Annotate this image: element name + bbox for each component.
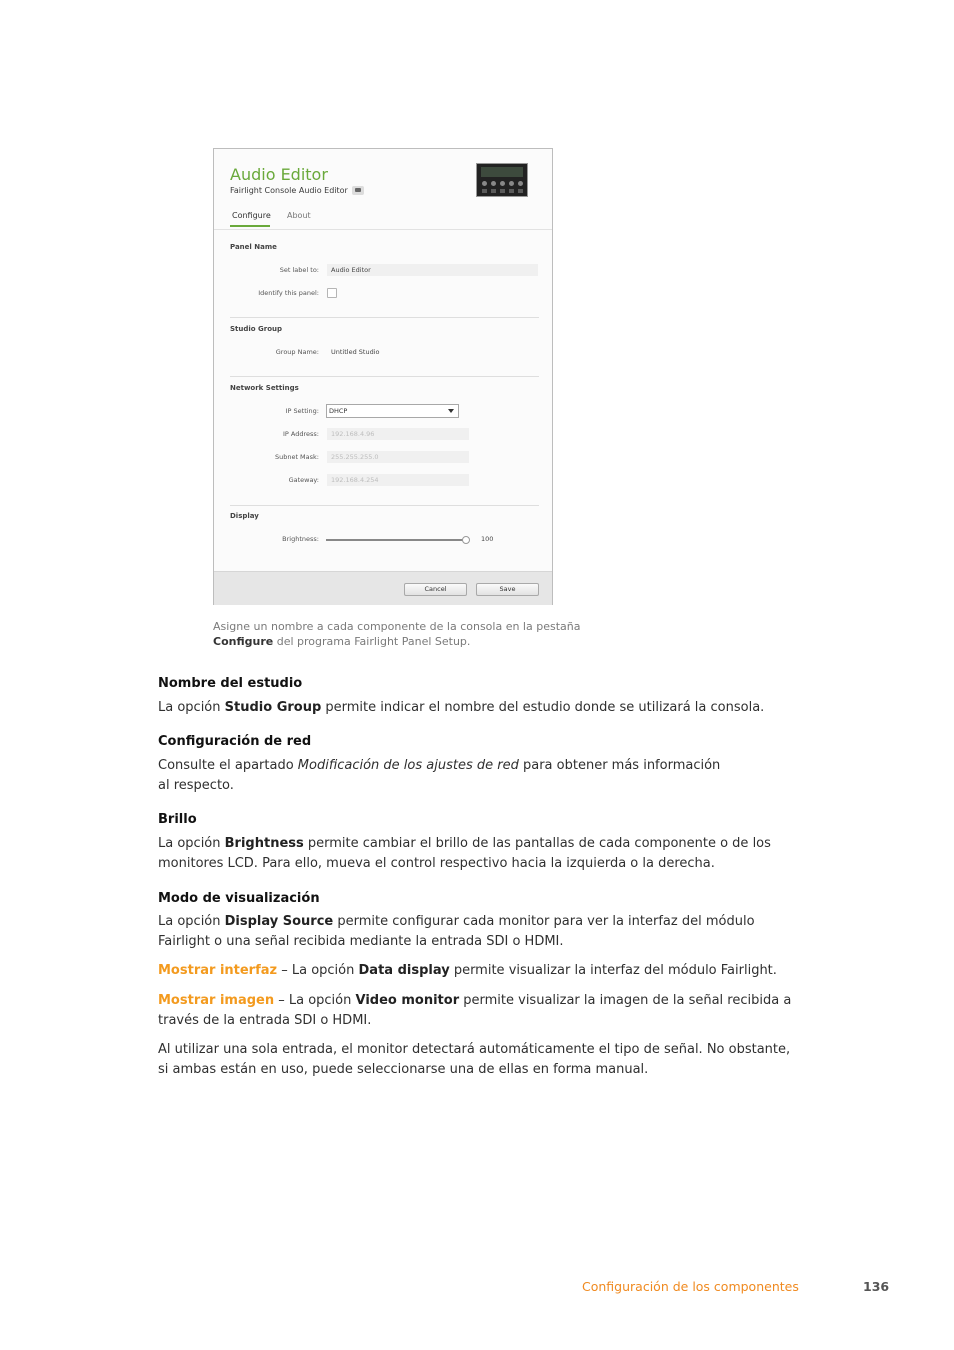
paragraph-brightness: La opción Brightness permite cambiar el brillo de las pantallas de cada componente o de los monitores LCD. Para ello, mueva el control respectivo hacia la izquierda o la derecha. (158, 836, 771, 871)
paragraph-show-interface: Mostrar interfaz – La opción Data display permite visualizar la interfaz del módulo Fairlight. (158, 963, 777, 978)
brightness-label: Brightness: (282, 535, 319, 543)
app-subtitle: Fairlight Console Audio Editor (230, 186, 348, 195)
heading-brightness: Brillo (158, 812, 197, 827)
header-divider (214, 229, 552, 230)
ip-address-input[interactable]: 192.168.4.96 (327, 428, 469, 440)
chevron-down-icon[interactable] (448, 409, 454, 413)
caption-line-1: Asigne un nombre a cada componente de la consola en la pestaña (213, 620, 581, 633)
figure-caption (213, 619, 633, 649)
network-settings-heading: Network Settings (230, 384, 299, 392)
paragraph-display-mode: La opción Display Source permite configurar cada monitor para ver la interfaz del módulo Fairlight o una señal recibida mediante la entrada SDI o HDMI. (158, 914, 755, 949)
ip-setting-label: IP Setting: (285, 407, 319, 415)
heading-network: Configuración de red (158, 734, 312, 749)
save-button[interactable]: Save (476, 583, 539, 596)
paragraph-show-image: Mostrar imagen – La opción Video monitor permite visualizar la imagen de la señal recibida a través de la entrada SDI o HDMI. (158, 993, 792, 1028)
gateway-input[interactable]: 192.168.4.254 (327, 474, 469, 486)
app-title: Audio Editor (230, 165, 328, 184)
heading-display-mode: Modo de visualización (158, 891, 320, 906)
gateway-label: Gateway: (288, 476, 319, 484)
page-number: 136 (863, 1279, 890, 1294)
set-label-label: Set label to: (279, 266, 319, 274)
subnet-mask-label: Subnet Mask: (274, 453, 319, 461)
identify-panel-checkbox[interactable] (327, 288, 337, 298)
heading-studio-name: Nombre del estudio (158, 676, 303, 691)
paragraph-auto-detect: Al utilizar una sola entrada, el monitor detectará automáticamente el tipo de señal. No obstante, si ambas están en uso, puede seleccionarse una de ellas en forma manual. (158, 1042, 791, 1077)
active-tab-indicator (230, 225, 270, 227)
brightness-slider-track[interactable] (326, 539, 466, 541)
tab-about[interactable]: About (287, 211, 311, 220)
brightness-value: 100 (481, 535, 494, 543)
caption-line-2: Configure del programa Fairlight Panel Setup. (213, 635, 471, 648)
studio-group-heading: Studio Group (230, 325, 283, 333)
ip-setting-select[interactable]: DHCP (326, 404, 459, 418)
section-divider (230, 317, 539, 318)
group-name-value: Untitled Studio (331, 348, 380, 356)
subnet-mask-input[interactable]: 255.255.255.0 (327, 451, 469, 463)
section-divider (230, 505, 539, 506)
display-heading: Display (230, 512, 259, 520)
group-name-label: Group Name: (275, 348, 319, 356)
console-device-image (476, 163, 528, 197)
section-divider (230, 376, 539, 377)
tab-configure[interactable]: Configure (232, 211, 271, 220)
panel-name-heading: Panel Name (230, 243, 277, 251)
set-label-input[interactable]: Audio Editor (327, 264, 538, 276)
cancel-button[interactable]: Cancel (404, 583, 467, 596)
brightness-slider-handle[interactable] (462, 536, 470, 544)
caption-bold: Configure (213, 635, 274, 648)
ip-address-label: IP Address: (283, 430, 319, 438)
audio-editor-window (213, 148, 553, 605)
footer-section-title: Configuración de los componentes (582, 1279, 799, 1294)
identify-panel-label: Identify this panel: (258, 289, 319, 297)
paragraph-studio-name: La opción Studio Group permite indicar el nombre del estudio donde se utilizará la consola. (158, 700, 765, 715)
console-small-icon (352, 186, 364, 195)
paragraph-network: Consulte el apartado Modificación de los ajustes de red para obtener más información al respecto. (158, 758, 721, 793)
